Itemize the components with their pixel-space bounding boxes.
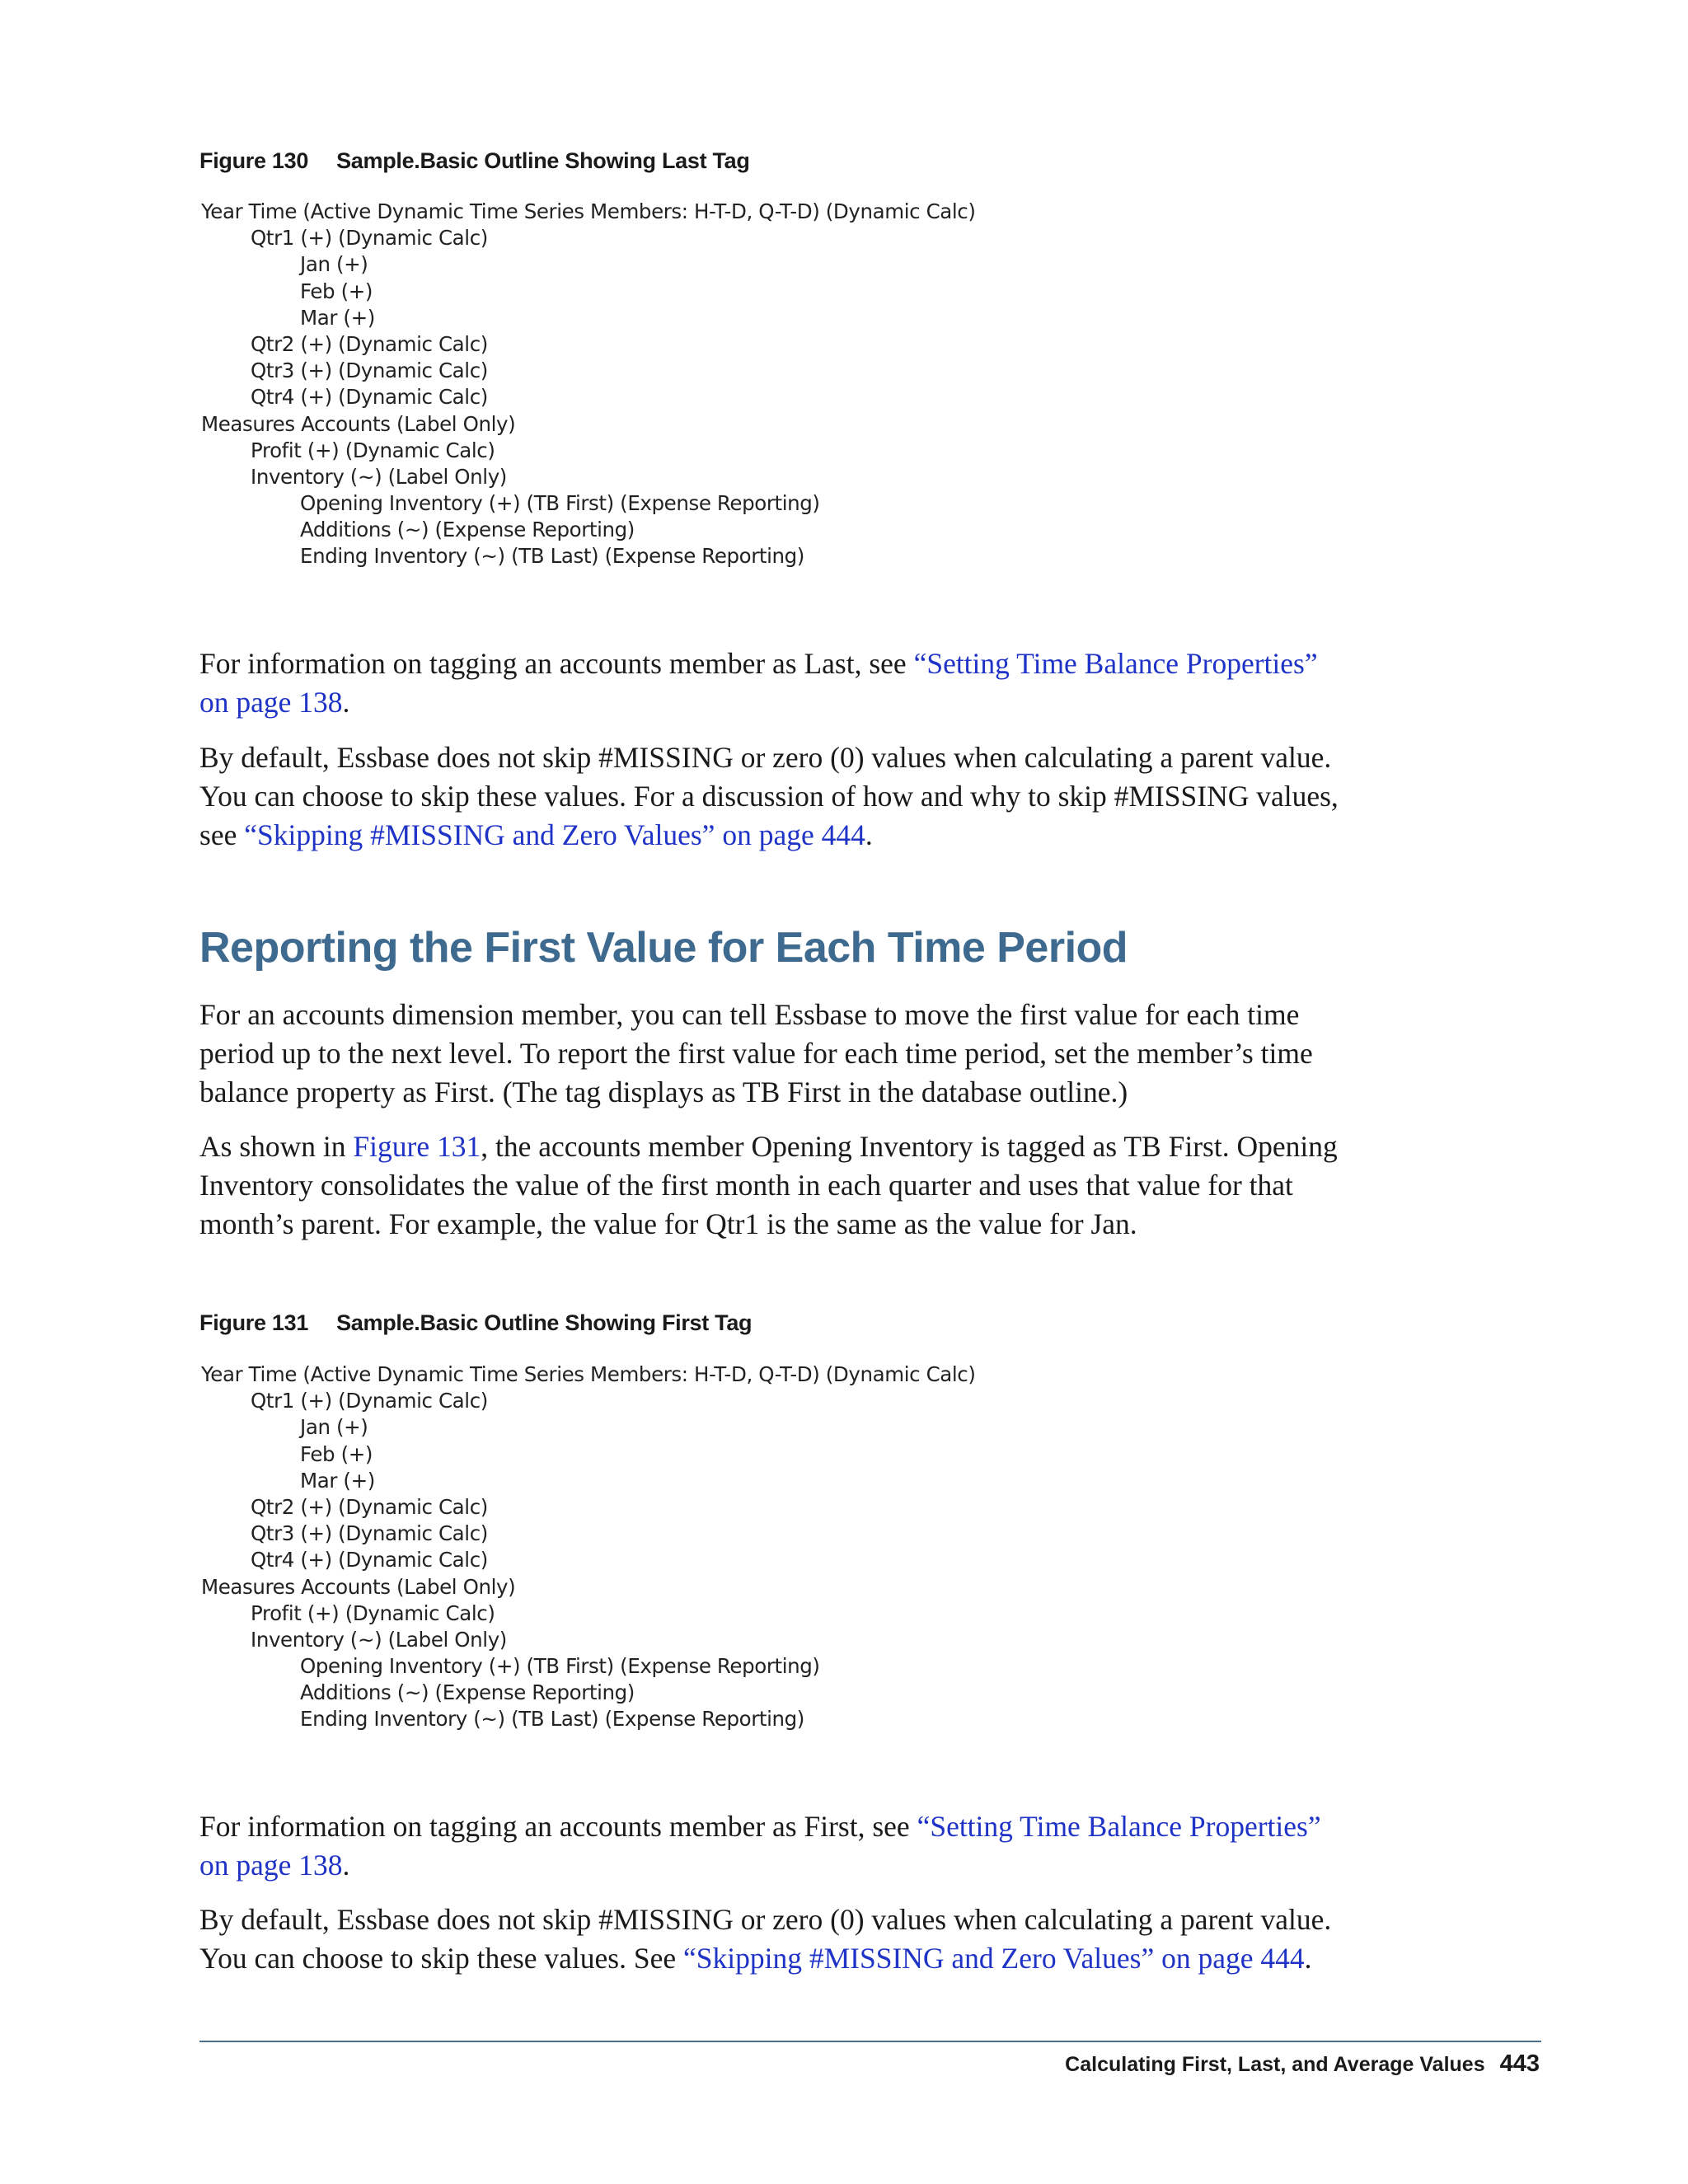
outline-line: Measures Accounts (Label Only): [201, 1574, 516, 1599]
outline-line: Inventory (~) (Label Only): [251, 1627, 507, 1652]
figure-title: Sample.Basic Outline Showing First Tag: [336, 1310, 753, 1335]
outline-line: Qtr4 (+) (Dynamic Calc): [251, 385, 488, 410]
outline-line: Opening Inventory (+) (TB First) (Expense Reporting): [300, 491, 820, 516]
outline-line: Inventory (~) (Label Only): [251, 464, 507, 489]
page-number: 443: [1499, 2050, 1540, 2077]
page-footer: [1065, 2050, 1540, 2078]
outline-line: Additions (~) (Expense Reporting): [300, 518, 635, 542]
paragraph-figure-131-intro: [199, 1127, 1353, 1244]
paragraph-end: .: [342, 686, 350, 719]
outline-line: Profit (+) (Dynamic Calc): [251, 1601, 495, 1625]
section-heading: Reporting the First Value for Each Time Period: [199, 924, 1128, 972]
figure-130-outline: [199, 199, 976, 570]
figure-131-outline: [199, 1361, 976, 1733]
paragraph-skip-missing-2: [199, 1900, 1353, 1978]
outline-line: Qtr3 (+) (Dynamic Calc): [251, 359, 488, 383]
figure-number: Figure 131: [199, 1310, 309, 1335]
figure-title: Sample.Basic Outline Showing Last Tag: [336, 148, 750, 173]
outline-line: Year Time (Active Dynamic Time Series Members: H-T-D, Q-T-D) (Dynamic Calc): [201, 1362, 976, 1386]
footer-rule: [199, 2041, 1541, 2042]
outline-line: Qtr1 (+) (Dynamic Calc): [251, 226, 488, 251]
outline-line: Qtr4 (+) (Dynamic Calc): [251, 1548, 488, 1572]
outline-line: Measures Accounts (Label Only): [201, 411, 516, 436]
outline-line: Jan (+): [300, 252, 368, 277]
paragraph-text: , the accounts member Opening Inventory is tagged as TB First. Opening Inventory consolidates the value of the first month in each quarter and uses that value for that month’s parent. For example, the value for Qtr1 is the same as the value for Jan.: [199, 1130, 1338, 1240]
paragraph-text: By default, Essbase does not skip #MISSING or zero (0) values when calculating a parent value. You can choose to skip these values. See: [199, 1903, 1332, 1975]
outline-line: Jan (+): [300, 1415, 368, 1440]
link-skipping-missing[interactable]: “Skipping #MISSING and Zero Values” on page 444: [682, 1942, 1305, 1975]
figure-130-caption: [199, 148, 750, 174]
outline-line: Qtr2 (+) (Dynamic Calc): [251, 1494, 488, 1519]
link-skipping-missing[interactable]: “Skipping #MISSING and Zero Values” on page 444: [244, 818, 865, 851]
outline-line: Qtr3 (+) (Dynamic Calc): [251, 1521, 488, 1546]
paragraph-text: By default, Essbase does not skip #MISSING or zero (0) values when calculating a parent value. You can choose to skip these values. For a discussion of how and why to skip #MISSING values, see: [199, 741, 1339, 851]
outline-line: Additions (~) (Expense Reporting): [300, 1680, 635, 1705]
paragraph-text: As shown in: [199, 1130, 354, 1163]
paragraph-text: For information on tagging an accounts member as First, see: [199, 1810, 917, 1843]
paragraph-first-tag-info: [199, 1807, 1353, 1885]
outline-line: Mar (+): [300, 1468, 375, 1493]
outline-line: Qtr1 (+) (Dynamic Calc): [251, 1389, 488, 1413]
footer-section-title: Calculating First, Last, and Average Values: [1065, 2053, 1485, 2076]
outline-line: Opening Inventory (+) (TB First) (Expense Reporting): [300, 1654, 820, 1679]
outline-line: Qtr2 (+) (Dynamic Calc): [251, 331, 488, 356]
paragraph-first-value: For an accounts dimension member, you can tell Essbase to move the first value for each time period up to the next level. To report the first value for each time period, set the member’s time balance property as First. (The tag displays as TB First in the database outline.): [199, 998, 1313, 1108]
outline-line: Year Time (Active Dynamic Time Series Members: H-T-D, Q-T-D) (Dynamic Calc): [201, 199, 976, 223]
outline-line: Ending Inventory (~) (TB Last) (Expense Reporting): [300, 1707, 804, 1732]
paragraph-end: .: [1304, 1942, 1312, 1975]
link-setting-time-balance[interactable]: “Setting Time Balance Properties” on page 138: [199, 647, 1318, 719]
outline-line: Mar (+): [300, 305, 375, 330]
link-figure-131[interactable]: Figure 131: [353, 1130, 481, 1163]
paragraph-end: .: [342, 1849, 350, 1882]
link-setting-time-balance[interactable]: “Setting Time Balance Properties” on page 138: [199, 1810, 1321, 1882]
outline-line: Feb (+): [300, 279, 373, 303]
paragraph-text: For information on tagging an accounts member as Last, see: [199, 647, 914, 680]
outline-line: Feb (+): [300, 1441, 373, 1466]
paragraph-end: .: [865, 818, 873, 851]
outline-line: Profit (+) (Dynamic Calc): [251, 438, 495, 462]
paragraph-last-tag-info: [199, 644, 1353, 722]
figure-131-caption: [199, 1310, 752, 1336]
paragraph-skip-missing: [199, 738, 1353, 855]
figure-number: Figure 130: [199, 148, 309, 173]
outline-line: Ending Inventory (~) (TB Last) (Expense Reporting): [300, 544, 804, 569]
